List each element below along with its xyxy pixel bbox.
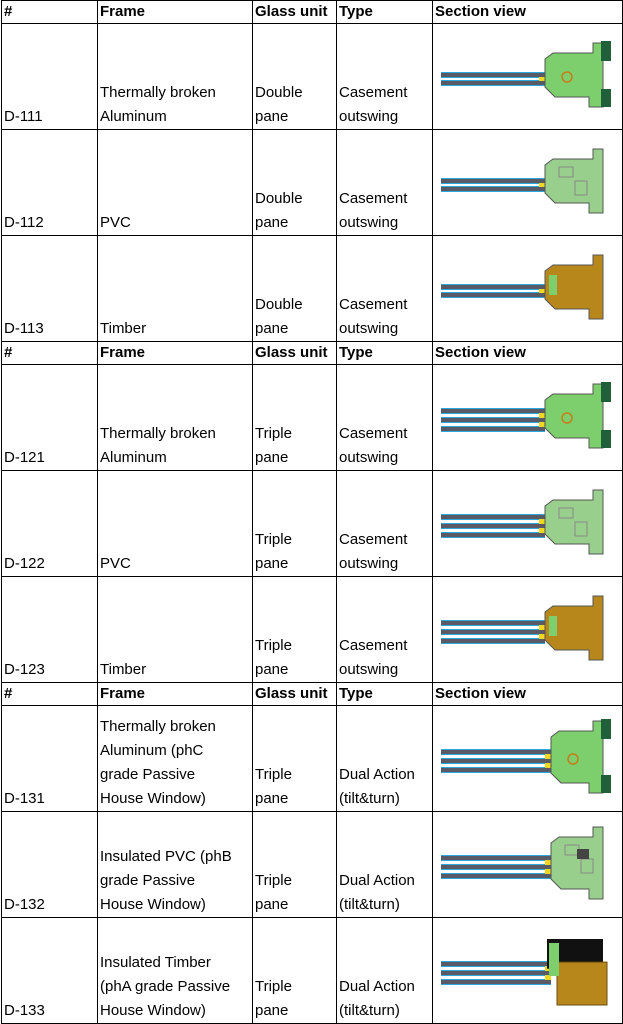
header-number: #: [2, 1, 98, 24]
pvc-triple-section: [433, 471, 623, 577]
header-number: #: [2, 683, 98, 706]
type-cell: Dual Action (tilt&turn): [337, 812, 433, 918]
window-id-cell: D-113: [2, 236, 98, 342]
timber-passive-section: [433, 918, 623, 1024]
table-row: [2, 918, 623, 1024]
glass-unit-cell: Triple pane: [253, 471, 337, 577]
header-type: Type: [337, 1, 433, 24]
header-frame: Frame: [98, 1, 253, 24]
aluminum-passive-section: [433, 706, 623, 812]
aluminum-triple-section: [433, 365, 623, 471]
frame-cell: PVC: [98, 130, 253, 236]
table-row: [2, 706, 623, 812]
pvc-double-section: [433, 130, 623, 236]
window-id-cell: D-122: [2, 471, 98, 577]
header-row: [2, 683, 623, 706]
frame-cell: Thermally broken Aluminum (phC grade Passive House Window): [98, 706, 253, 812]
table-row: [2, 577, 623, 683]
glass-unit-cell: Double pane: [253, 24, 337, 130]
aluminum-double-section: [433, 24, 623, 130]
table-row: [2, 812, 623, 918]
frame-cell: Timber: [98, 236, 253, 342]
glass-unit-cell: Triple pane: [253, 365, 337, 471]
header-frame: Frame: [98, 683, 253, 706]
glass-unit-cell: Double pane: [253, 130, 337, 236]
type-cell: Dual Action (tilt&turn): [337, 918, 433, 1024]
glass-unit-cell: Triple pane: [253, 706, 337, 812]
timber-triple-section: [433, 577, 623, 683]
type-cell: Casement outswing: [337, 24, 433, 130]
pvc-passive-section: [433, 812, 623, 918]
window-comparison-table: [1, 0, 623, 1024]
frame-cell: Timber: [98, 577, 253, 683]
header-section-view: Section view: [433, 342, 623, 365]
header-glass-unit: Glass unit: [253, 342, 337, 365]
window-id-cell: D-123: [2, 577, 98, 683]
frame-cell: Insulated PVC (phB grade Passive House Window): [98, 812, 253, 918]
timber-double-section: [433, 236, 623, 342]
table-row: [2, 130, 623, 236]
window-id-cell: D-131: [2, 706, 98, 812]
header-type: Type: [337, 342, 433, 365]
table-row: [2, 236, 623, 342]
frame-cell: Thermally broken Aluminum: [98, 24, 253, 130]
header-number: #: [2, 342, 98, 365]
window-id-cell: D-112: [2, 130, 98, 236]
header-frame: Frame: [98, 342, 253, 365]
table-row: [2, 471, 623, 577]
table-row: [2, 365, 623, 471]
header-row: [2, 342, 623, 365]
type-cell: Casement outswing: [337, 236, 433, 342]
glass-unit-cell: Triple pane: [253, 812, 337, 918]
frame-cell: Thermally broken Aluminum: [98, 365, 253, 471]
header-row: [2, 1, 623, 24]
type-cell: Casement outswing: [337, 471, 433, 577]
type-cell: Casement outswing: [337, 577, 433, 683]
glass-unit-cell: Double pane: [253, 236, 337, 342]
window-id-cell: D-111: [2, 24, 98, 130]
header-glass-unit: Glass unit: [253, 683, 337, 706]
header-type: Type: [337, 683, 433, 706]
frame-cell: PVC: [98, 471, 253, 577]
type-cell: Casement outswing: [337, 130, 433, 236]
type-cell: Casement outswing: [337, 365, 433, 471]
header-section-view: Section view: [433, 683, 623, 706]
table-row: [2, 24, 623, 130]
glass-unit-cell: Triple pane: [253, 918, 337, 1024]
window-id-cell: D-132: [2, 812, 98, 918]
window-id-cell: D-133: [2, 918, 98, 1024]
window-id-cell: D-121: [2, 365, 98, 471]
header-section-view: Section view: [433, 1, 623, 24]
frame-cell: Insulated Timber (phA grade Passive House Window): [98, 918, 253, 1024]
header-glass-unit: Glass unit: [253, 1, 337, 24]
type-cell: Dual Action (tilt&turn): [337, 706, 433, 812]
glass-unit-cell: Triple pane: [253, 577, 337, 683]
